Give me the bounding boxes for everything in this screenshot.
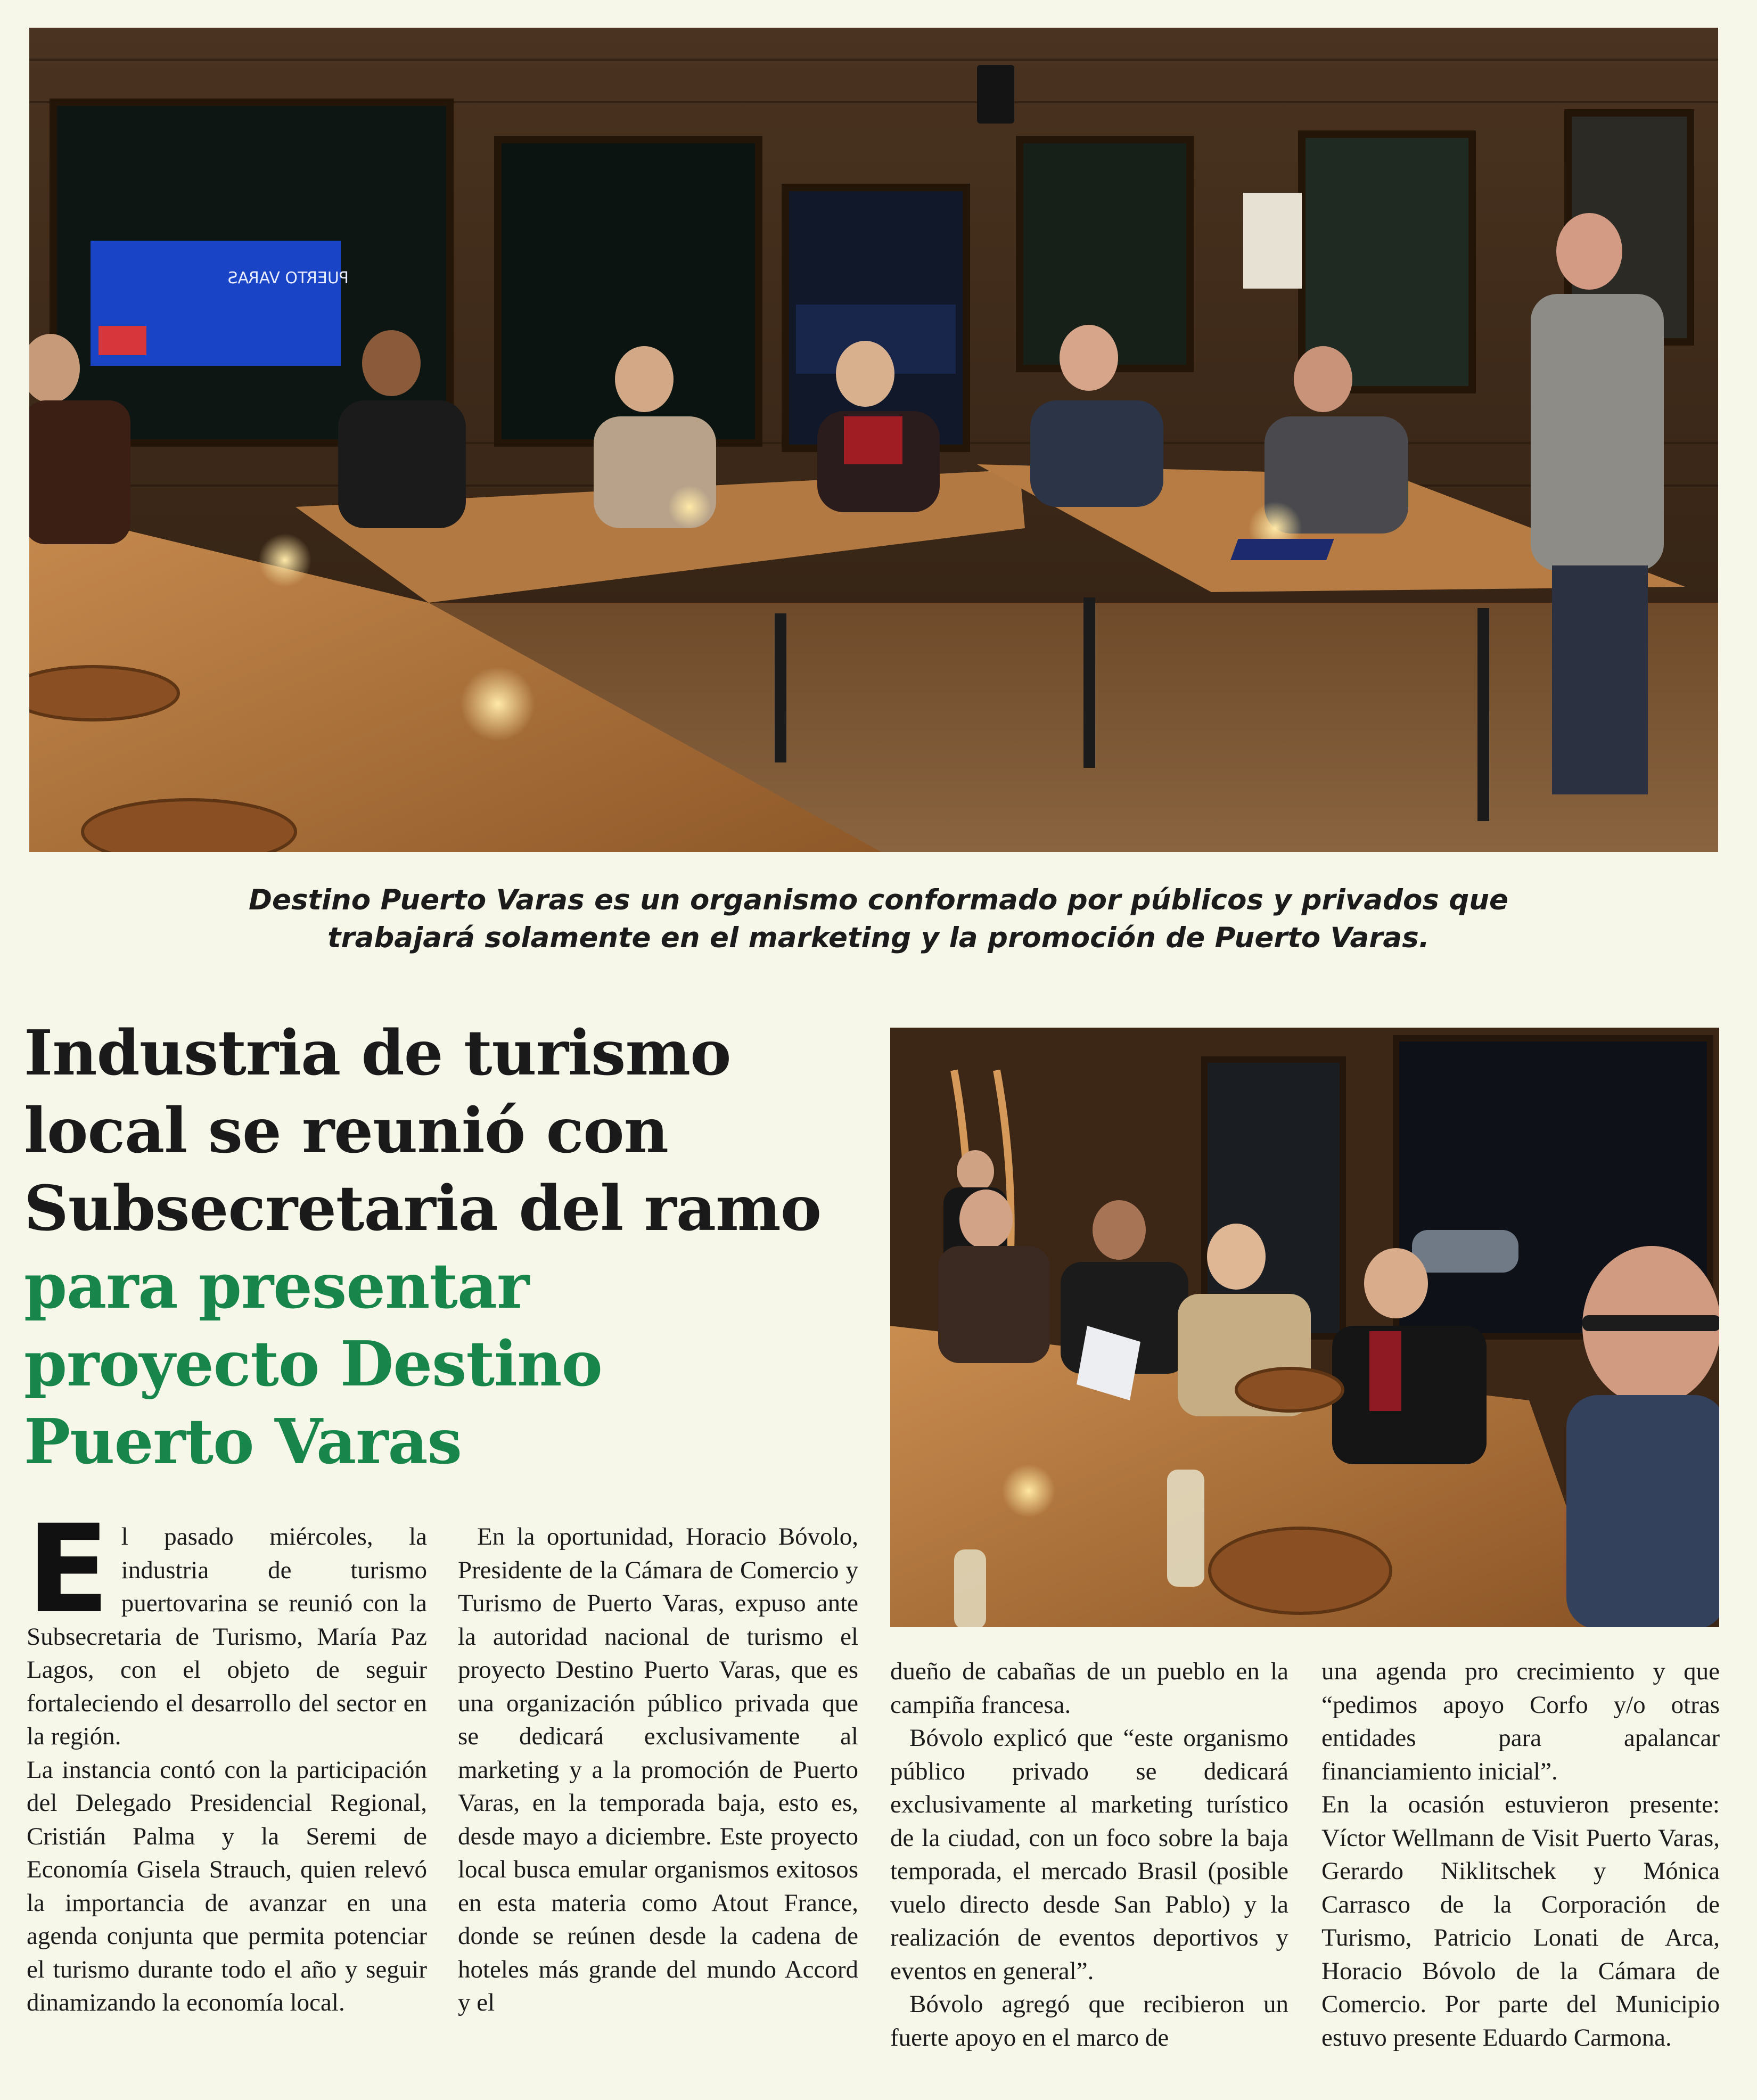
caption-line-1: Destino Puerto Varas es un organismo conformado por públicos y privados que [249, 884, 1508, 916]
meeting-photo-top-illustration [29, 28, 1718, 852]
meeting-photo-right-illustration [890, 1028, 1719, 1627]
article-column-4 [1321, 1655, 1720, 2054]
article-column-1 [27, 1498, 427, 2020]
article-paragraph-7: una agenda pro crecimiento y que “pedimos apoyo Corfo y/o otras entidades para apalancar financiamiento inicial”. [1321, 1658, 1720, 1785]
caption-line-2: trabajará solamente en el marketing y la promoción de Puerto Varas. [327, 922, 1430, 954]
article-column-3 [890, 1655, 1288, 2054]
article-column-2 [458, 1520, 858, 2020]
article-paragraph-4: dueño de cabañas de un pueblo en la campiña francesa. [890, 1658, 1288, 1719]
article-paragraph-5: Bóvolo explicó que “este organismo público privado se dedicará exclusivamente al marketing turístico de la ciudad, con un foco sobre la baja temporada, el mercado Brasil (posible vuelo directo desde San Pablo) y la realización de eventos deportivos y eventos en general”. [890, 1724, 1288, 1985]
article-paragraph-2: La instancia contó con la participación del Delegado Presidencial Regional, Cristián Palma y la Seremi de Economía Gisela Strauch, quien relevó la importancia de avanzar en una agenda conjunta que permita potenciar el turismo durante todo el año y seguir dinamizando la economía local. [27, 1756, 427, 2016]
headline-line-6: Puerto Varas [24, 1406, 462, 1478]
photo-caption [80, 881, 1677, 957]
article-dropcap: E [27, 1498, 110, 1640]
article-headline [24, 1014, 876, 1481]
projected-slide-title: PUERTO VARAS [227, 269, 349, 288]
meeting-photo-top [29, 28, 1718, 852]
article-paragraph-8: En la ocasión estuvieron presente: Víctor Wellmann de Visit Puerto Varas, Gerardo Niklitschek y Mónica Carrasco de la Corporación de Turismo, Patricio Lonati de Arca, Horacio Bóvolo de la Cámara de Comercio. Por parte del Municipio estuvo presente Eduardo Carmona. [1321, 1791, 1720, 2052]
headline-line-3: Subsecretaria del ramo [24, 1172, 822, 1245]
headline-line-4: para presentar [24, 1250, 529, 1323]
headline-line-1: Industria de turismo [24, 1017, 731, 1089]
article-paragraph-1: l pasado miércoles, la industria de turismo puertovarina se reunió con la Subsecretaria de Turismo, María Paz Lagos, con el objeto de seguir fortaleciendo el desarrollo del sector en la región. [27, 1523, 427, 1750]
article-paragraph-6: Bóvolo agregó que recibieron un fuerte apoyo en el marco de [890, 1990, 1288, 2052]
article-paragraph-3: En la oportunidad, Horacio Bóvolo, Presidente de la Cámara de Comercio y Turismo de Puerto Varas, expuso ante la autoridad nacional de turismo el proyecto Destino Puerto Varas, que es una organización público privada que se dedicará exclusivamente al marketing y a la promoción de Puerto Varas, en la temporada baja, esto es, desde mayo a diciembre. Este proyecto local busca emular organismos exitosos en esta materia como Atout France, donde se reúnen desde la cadena de hoteles más grande del mundo Accord y el [458, 1523, 858, 2016]
headline-line-2: local se reunió con [24, 1095, 668, 1167]
headline-line-5: proyecto Destino [24, 1328, 602, 1400]
meeting-photo-right [890, 1028, 1719, 1627]
